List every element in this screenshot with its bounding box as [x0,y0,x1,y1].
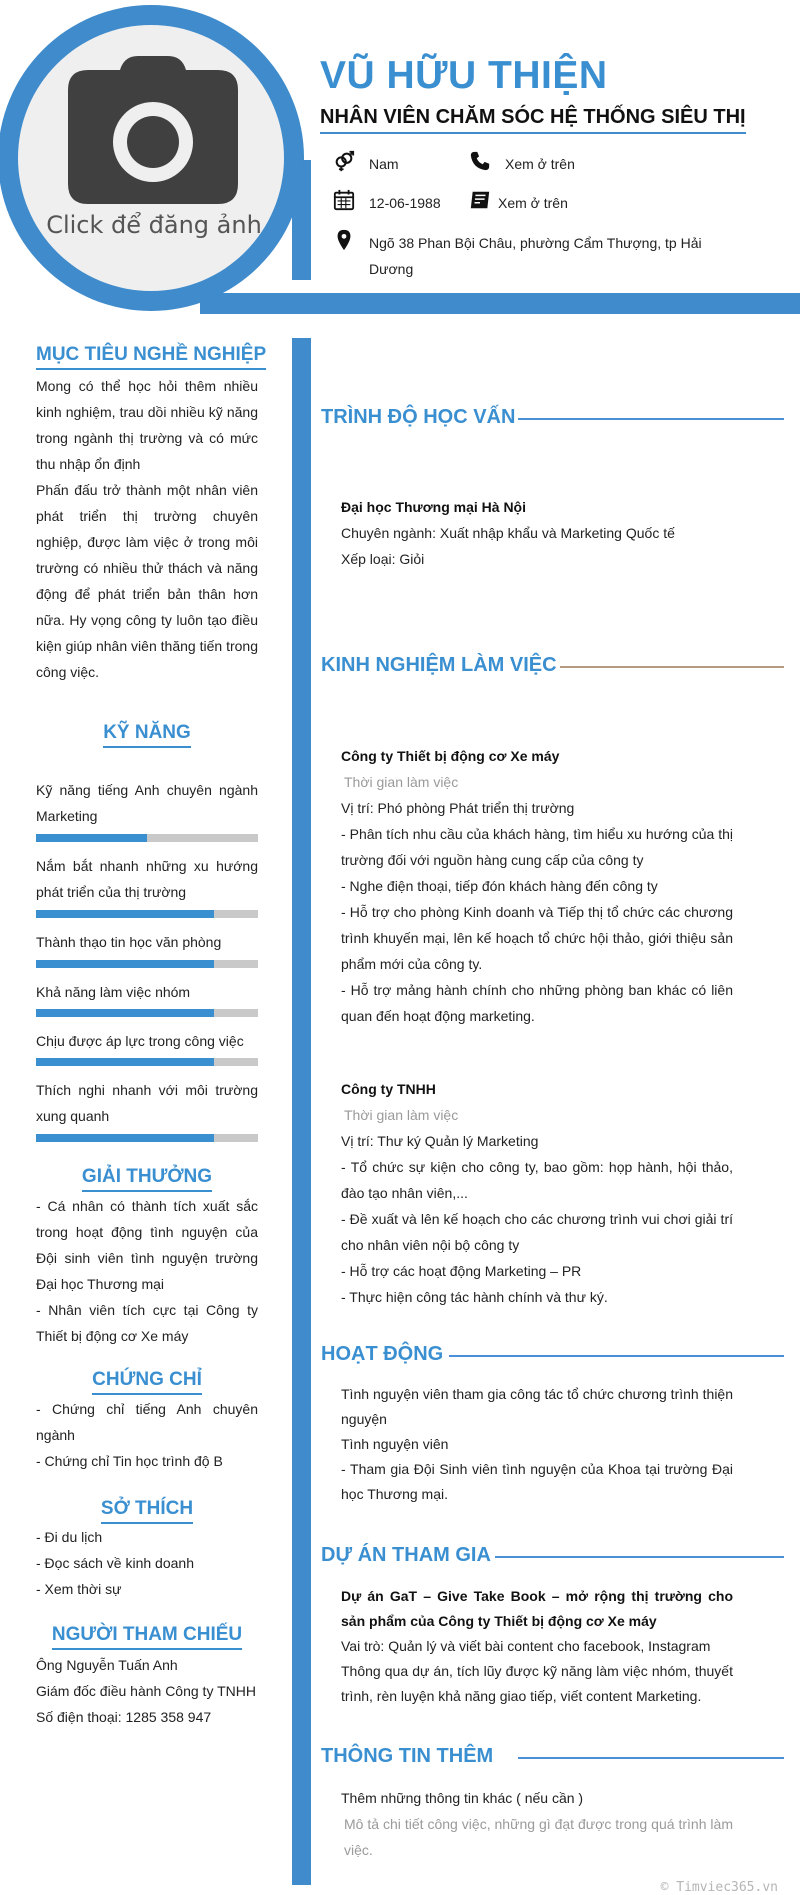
experience-heading: KINH NGHIỆM LÀM VIỆC [321,654,557,676]
reference-position: Giám đốc điều hành Công ty TNHH [36,1683,256,1699]
skill-level-bar [36,1009,258,1017]
experience-heading-rule [560,666,784,668]
skill-label: Thành thạo tin học văn phòng [36,934,222,950]
location-pin-icon [333,229,355,251]
job-duty: - Tổ chức sự kiện cho công ty, bao gồm: họp hành, hội thảo, đào tạo nhân viên,... [341,1159,733,1201]
job-duty: - Thực hiện công tác hành chính và thư ký. [341,1289,608,1305]
job-time: Thời gian làm việc [344,774,459,790]
skill-label: Chịu được áp lực trong công việc [36,1033,244,1049]
gender-value: Nam [369,156,399,172]
birthdate-value: 12-06-1988 [369,195,441,211]
job-duty: - Hỗ trợ cho phòng Kinh doanh và Tiếp thị tổ chức các chương trình khuyến mại, lên kế hoạch tổ chức hội thảo, giới thiệu sản phẩm mới của công ty. [341,904,733,972]
phone-value: Xem ở trên [505,156,575,172]
education-heading-rule [518,418,784,420]
certificate-item: - Chứng chỉ Tin học trình độ B [36,1453,223,1469]
additional-info-heading: THÔNG TIN THÊM [321,1745,494,1767]
skill-level-fill [36,1134,214,1142]
skill-label: Nắm bắt nhanh những xu hướng phát triển của thị trường [36,858,258,900]
activity-line: Tình nguyện viên [341,1436,449,1452]
education-school: Đại học Thương mại Hà Nội [341,499,526,515]
hobbies-heading: SỞ THÍCH [36,1498,258,1524]
skill-level-fill [36,960,214,968]
address-line-2: Dương [369,261,414,277]
references-list [36,1652,258,1730]
objective-heading: MỤC TIÊU NGHỀ NGHIỆP [36,344,258,370]
awards-heading: GIẢI THƯỞNG [36,1166,258,1192]
camera-icon[interactable] [68,56,238,204]
skill-label: Khả năng làm việc nhóm [36,984,191,1000]
hobby-item: - Đi du lịch [36,1529,103,1545]
award-item: - Nhân viên tích cực tại Công ty Thiết bị động cơ Xe máy [36,1302,258,1344]
skill-level-bar [36,1134,258,1142]
skill-level-bar [36,960,258,968]
gender-icon [333,150,355,172]
job-duty: - Nghe điện thoại, tiếp đón khách hàng đến công ty [341,878,658,894]
skill-level-fill [36,910,214,918]
additional-info-line: Mô tả chi tiết công việc, những gì đạt được trong quá trình làm việc. [344,1816,733,1858]
education-major: Chuyên ngành: Xuất nhập khẩu và Marketing Quốc tế [341,525,675,541]
calendar-icon [333,189,355,211]
references-heading: NGƯỜI THAM CHIẾU [36,1624,258,1650]
project-role: Vai trò: Quản lý và viết bài content cho facebook, Instagram [341,1638,711,1654]
job-position: Vị trí: Thư ký Quản lý Marketing [341,1133,539,1149]
reference-phone: Số điện thoại: 1285 358 947 [36,1709,212,1725]
email-value: Xem ở trên [498,195,568,211]
email-icon [469,189,491,211]
education-grade: Xếp loại: Giỏi [341,551,425,567]
hobby-item: - Đọc sách về kinh doanh [36,1555,194,1571]
objective-paragraph-1: Mong có thể học hỏi thêm nhiều kinh nghiệm, trau dồi nhiều kỹ năng trong ngành thị trường và có mức thu nhập ổn định [36,378,258,472]
project-details [341,1584,733,1709]
hobby-item: - Xem thời sự [36,1581,122,1597]
activities-heading-rule [449,1355,784,1357]
objective-paragraph-2: Phấn đấu trở thành một nhân viên phát triển thị trường chuyên nghiệp, được làm việc ở trong môi trường có nhiều thử thách và năng động để phát triển bản thân hơn nữa. Hy vọng công ty luôn tạo điều kiện giúp nhân viên thăng tiến trong công việc. [36,482,258,680]
award-item: - Cá nhân có thành tích xuất sắc trong hoạt động tình nguyện của Đội sinh viên tình nguyện trường Đại học Thương mại [36,1198,258,1292]
header-bottom-bar [200,293,800,314]
skill-level-bar [36,910,258,918]
job-title: NHÂN VIÊN CHĂM SÓC HỆ THỐNG SIÊU THỊ [320,106,746,134]
skill-level-bar [36,1058,258,1066]
certificates-heading: CHỨNG CHỈ [36,1369,258,1395]
certificate-item: - Chứng chỉ tiếng Anh chuyên ngành [36,1401,258,1443]
skill-level-fill [36,834,147,842]
reference-name: Ông Nguyễn Tuấn Anh [36,1657,178,1673]
education-heading: TRÌNH ĐỘ HỌC VẤN [321,406,516,428]
activity-line: Tình nguyện viên tham gia công tác tổ chức chương trình thiện nguyện [341,1386,733,1427]
project-title: Dự án GaT – Give Take Book – mở rộng thị trường cho sản phẩm của Công ty Thiết bị động cơ Xe máy [341,1588,733,1629]
skill-label: Kỹ năng tiếng Anh chuyên ngành Marketing [36,782,258,824]
hobbies-list [36,1524,258,1602]
additional-info-details [341,1785,733,1863]
education-details [341,494,733,572]
additional-info-heading-rule [518,1757,784,1759]
job-duty: - Phân tích nhu cầu của khách hàng, tìm hiểu xu hướng của thị trường đối với nguồn hàng cung cấp của công ty [341,826,733,868]
job-company: Công ty TNHH [341,1081,436,1097]
activities-details [341,1382,733,1507]
job-company: Công ty Thiết bị động cơ Xe máy [341,748,560,764]
skill-level-bar [36,834,258,842]
project-result: Thông qua dự án, tích lũy được kỹ năng làm việc nhóm, thuyết trình, rèn luyện khả năng giao tiếp, viết content Marketing. [341,1663,733,1704]
avatar-upload-caption[interactable]: Click để đăng ảnh [46,211,262,239]
awards-list [36,1193,258,1349]
certificates-list [36,1396,258,1474]
experience-job-2 [341,1076,733,1310]
projects-heading-rule [495,1556,784,1558]
projects-heading: DỰ ÁN THAM GIA [321,1544,491,1566]
address-line-1: Ngõ 38 Phan Bội Châu, phường Cẩm Thượng, tp Hải [369,235,702,251]
activities-heading: HOẠT ĐỘNG [321,1343,444,1365]
objective-text [36,373,258,685]
main-vertical-bar [292,338,311,1885]
additional-info-line: Thêm những thông tin khác ( nếu cần ) [341,1790,584,1806]
candidate-name: VŨ HỮU THIỆN [320,54,608,97]
watermark: © Timviec365.vn [660,1880,778,1895]
skills-heading: KỸ NĂNG [36,722,258,748]
skill-level-fill [36,1058,214,1066]
job-time: Thời gian làm việc [344,1107,459,1123]
phone-icon [469,150,491,172]
activity-line: - Tham gia Đội Sinh viên tình nguyện của Khoa tại trường Đại học Thương mại. [341,1461,733,1502]
experience-job-1 [341,743,733,1029]
job-position: Vị trí: Phó phòng Phát triển thị trường [341,800,575,816]
skill-level-fill [36,1009,214,1017]
job-duty: - Đề xuất và lên kế hoạch cho các chương trình vui chơi giải trí cho nhân viên nội bộ công ty [341,1211,733,1253]
skill-label: Thích nghi nhanh với môi trường xung quanh [36,1082,258,1124]
job-duty: - Hỗ trợ mảng hành chính cho những phòng ban khác có liên quan đến hoạt động marketing. [341,982,733,1024]
job-duty: - Hỗ trợ các hoạt động Marketing – PR [341,1263,582,1279]
